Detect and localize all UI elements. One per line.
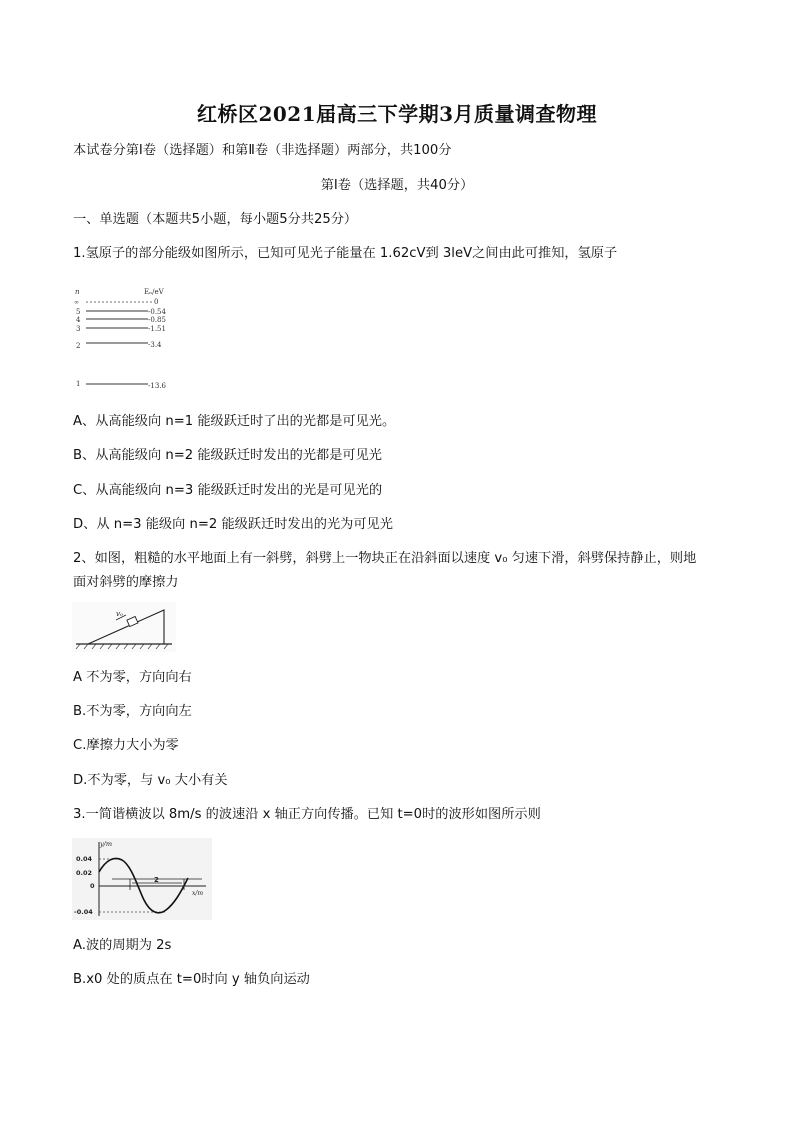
y-tick-0.04: 0.04 — [76, 855, 93, 863]
exam-intro: 本试卷分第Ⅰ卷（选择题）和第Ⅱ卷（非选择题）两部分，共100分 — [73, 143, 452, 158]
q2-option-d: D.不为零，与 v₀ 大小有关 — [73, 773, 228, 788]
energy-level-diagram — [72, 282, 192, 396]
level-n-3: 3 — [76, 325, 81, 333]
level-e-1: -13.6 — [148, 382, 166, 390]
level-n-1: 1 — [76, 380, 81, 388]
y-axis-label: y/m — [100, 840, 113, 848]
wave-graph — [72, 838, 212, 920]
n-axis-label: n — [75, 288, 80, 296]
q1-option-d: D、从 n=3 能级向 n=2 能级跃迁时发出的光为可见光 — [73, 517, 393, 532]
q1-option-a: A、从高能级向 n=1 能级跃迁时了出的光都是可见光。 — [73, 414, 396, 429]
q2-option-b: B.不为零，方向向左 — [73, 704, 192, 719]
level-e-4: -0.85 — [148, 316, 166, 324]
level-n-4: 4 — [76, 316, 81, 324]
section-header: 第Ⅰ卷（选择题，共40分） — [320, 178, 474, 193]
q3-stem: 3.一简谐横波以 8m/s 的波速沿 x 轴正方向传播。已知 t=0时的波形如图所示则 — [73, 807, 541, 822]
q1-option-c: C、从高能级向 n=3 能级跃迁时发出的光是可见光的 — [73, 483, 383, 498]
q1-option-b: B、从高能级向 n=2 能级跃迁时发出的光都是可见光 — [73, 448, 382, 463]
level-n-inf: ∞ — [74, 299, 79, 306]
q2-option-c: C.摩擦力大小为零 — [73, 738, 179, 753]
incline-diagram — [72, 602, 176, 652]
y-tick-0.02: 0.02 — [76, 869, 93, 877]
x-axis-label: x/m — [192, 890, 204, 897]
span-label: 2 — [154, 876, 159, 884]
level-n-2: 2 — [76, 342, 81, 350]
level-n-5: 5 — [76, 308, 81, 316]
level-e-5: -0.54 — [148, 308, 166, 316]
level-e-2: -3.4 — [148, 341, 162, 349]
q2-stem-line1: 2、如图，粗糙的水平地面上有一斜劈，斜劈上一物块正在沿斜面以速度 v₀ 匀速下滑，斜劈保持静止，则地 — [73, 551, 697, 566]
page-title: 红桥区2021届高三下学期3月质量调查物理 — [196, 102, 598, 126]
part-one-heading: 一、单选题（本题共5小题，每小题5分共25分） — [73, 212, 358, 227]
y-tick-0: 0 — [90, 882, 95, 890]
q1-stem: 1.氢原子的部分能级如图所示，已知可见光子能量在 1.62cV到 3leV之间由此可推知，氢原子 — [73, 246, 618, 261]
velocity-label: v₀ — [116, 610, 123, 618]
q3-option-a: A.波的周期为 2s — [73, 938, 172, 953]
q2-option-a: A 不为零，方向向右 — [73, 670, 192, 685]
energy-axis-label: Eₙ/eV — [144, 288, 164, 296]
level-e-3: -1.51 — [148, 325, 166, 333]
q3-option-b: B.x0 处的质点在 t=0时向 y 轴负向运动 — [73, 972, 310, 987]
level-e-inf: 0 — [154, 298, 159, 306]
q2-stem-line2: 面对斜劈的摩擦力 — [73, 575, 179, 590]
y-tick-neg0.04: -0.04 — [74, 908, 93, 916]
